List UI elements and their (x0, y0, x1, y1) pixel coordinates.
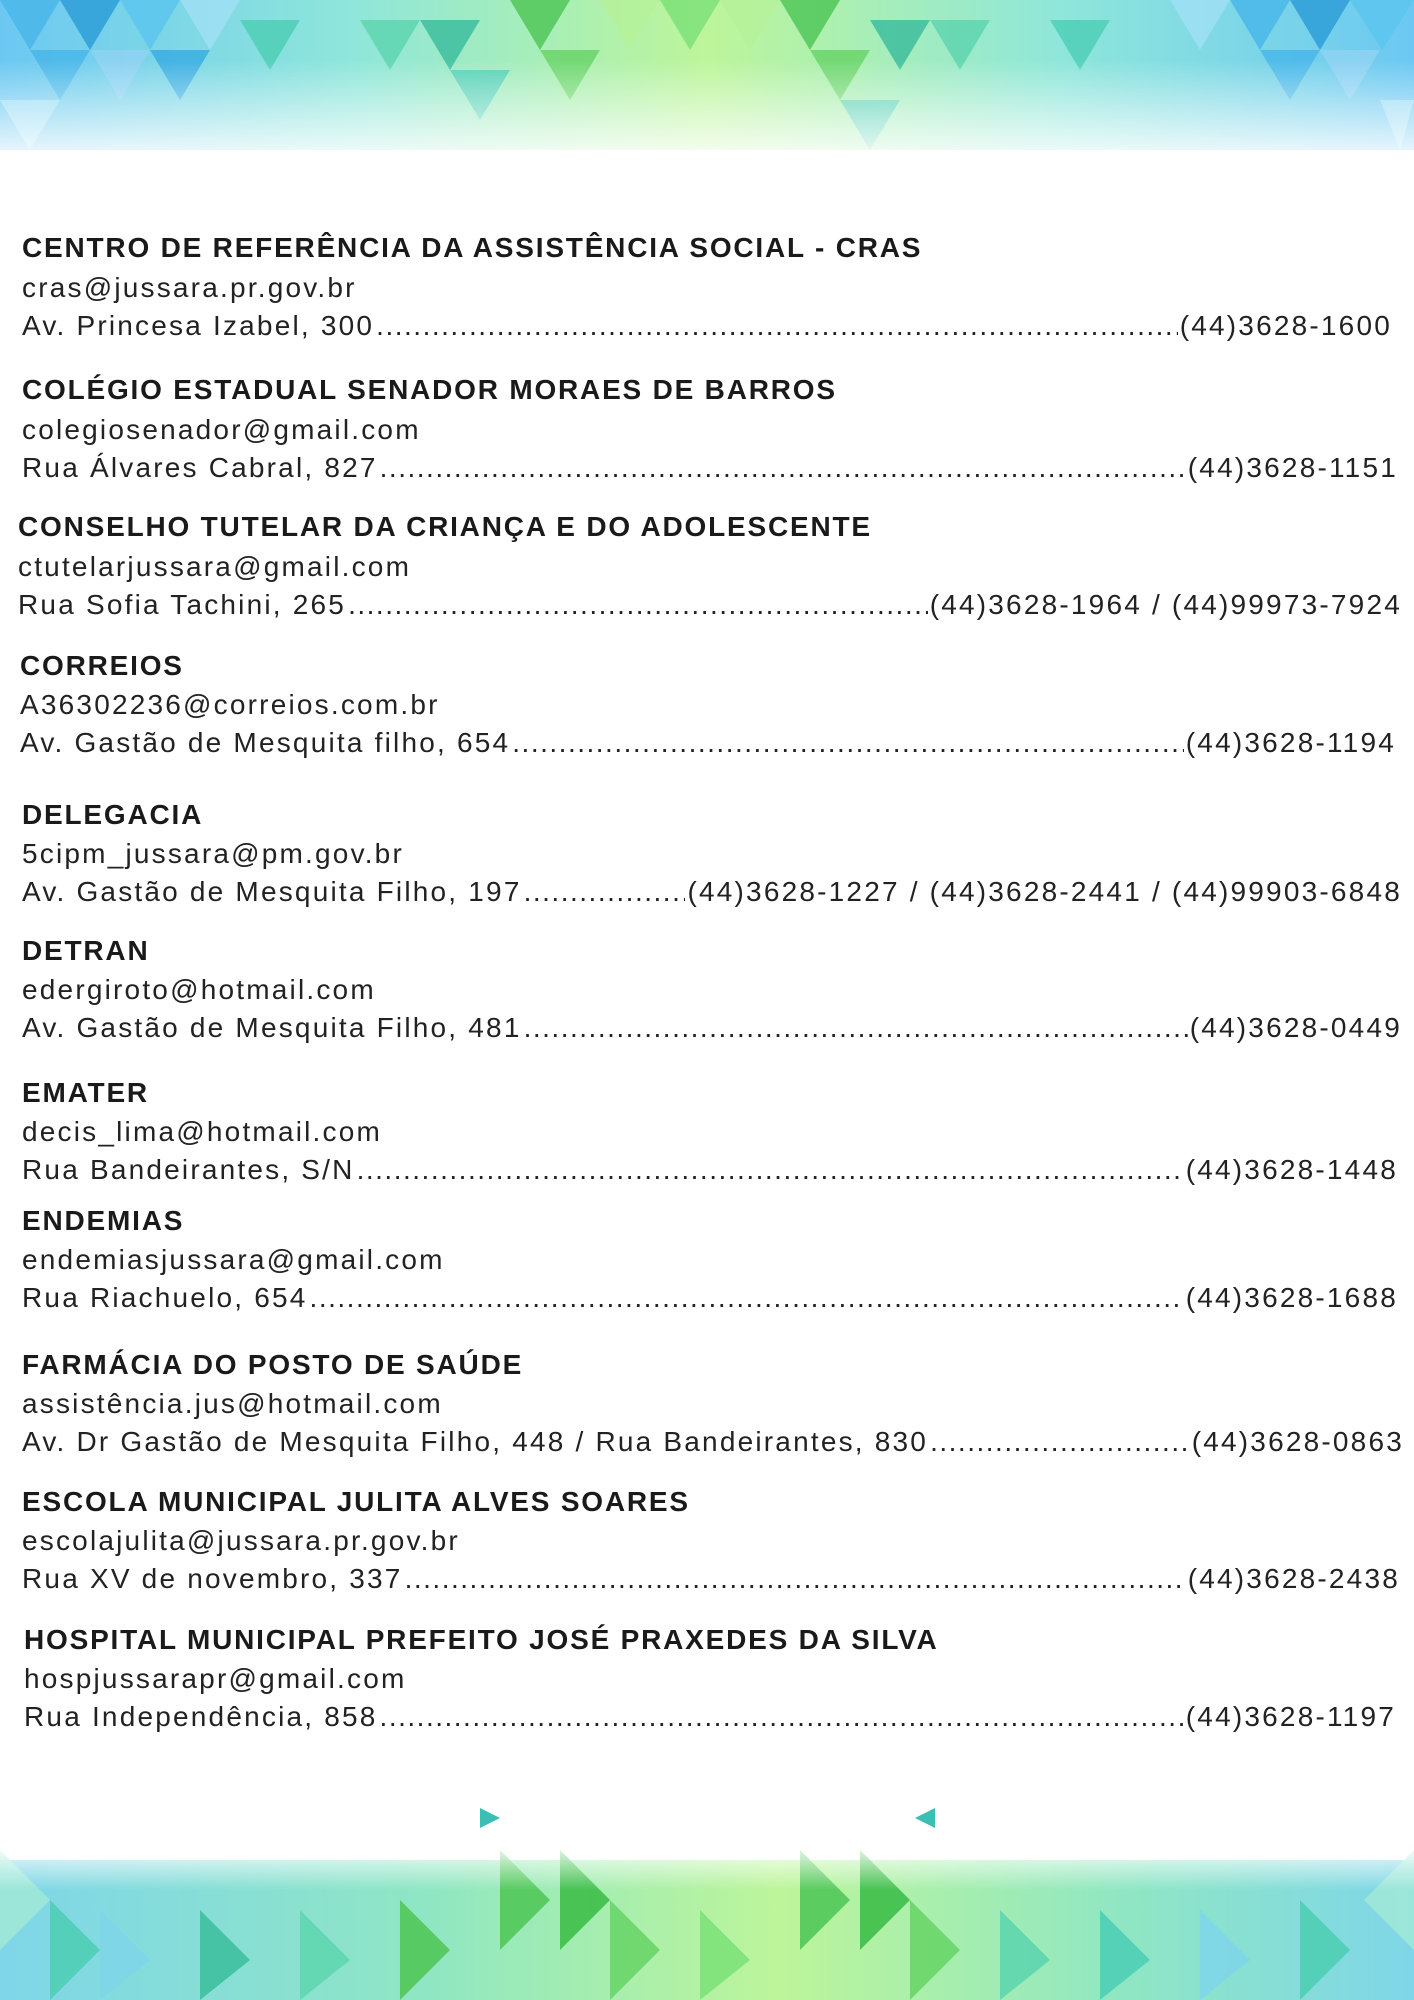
entry-email[interactable]: edergiroto@hotmail.com (22, 974, 376, 1005)
top-decorative-banner (0, 0, 1414, 170)
entry-email[interactable]: A36302236@correios.com.br (20, 689, 440, 720)
entry-address-line (18, 589, 1402, 625)
entry-name: CONSELHO TUTELAR DA CRIANÇA E DO ADOLESCENTE (18, 511, 872, 542)
entry-address: Rua Bandeirantes, S/N (22, 1154, 355, 1185)
entry-name: CENTRO DE REFERÊNCIA DA ASSISTÊNCIA SOCIAL - CRAS (22, 232, 923, 263)
entry-name: FARMÁCIA DO POSTO DE SAÚDE (22, 1349, 524, 1380)
entry-address: Av. Princesa Izabel, 300 (22, 310, 375, 341)
entry-phone: (44)3628-2438 (1187, 1563, 1400, 1594)
entry-address-line (22, 1282, 1398, 1318)
entry-phone: (44)3628-1194 (1185, 727, 1396, 758)
entry-name: CORREIOS (20, 650, 184, 681)
entry-address: Av. Gastão de Mesquita filho, 654 (20, 727, 511, 758)
dot-leader (930, 1426, 1190, 1458)
entry-address-line (22, 452, 1398, 488)
dot-leader (524, 1012, 1188, 1044)
entry-phone: (44)3628-1197 (1185, 1701, 1396, 1732)
entry-email[interactable]: assistência.jus@hotmail.com (22, 1388, 443, 1419)
entry-phone: (44)3628-1448 (1185, 1154, 1398, 1185)
entry-address-line (22, 1563, 1400, 1599)
entry-address-line (22, 1154, 1398, 1190)
bottom-decorative-banner (0, 1800, 1414, 2000)
dot-leader (405, 1563, 1186, 1595)
entry-name: DELEGACIA (22, 799, 204, 830)
entry-address: Rua XV de novembro, 337 (22, 1563, 403, 1594)
entry-address: Rua Álvares Cabral, 827 (22, 452, 378, 483)
dot-leader (380, 1701, 1184, 1733)
entry-address-line (20, 727, 1396, 763)
entry-email[interactable]: ctutelarjussara@gmail.com (18, 551, 412, 582)
entry-phone: (44)3628-1151 (1187, 452, 1398, 483)
entry-phone: (44)3628-1600 (1179, 310, 1392, 341)
entry-name: COLÉGIO ESTADUAL SENADOR MORAES DE BARROS (22, 374, 837, 405)
entry-email[interactable]: decis_lima@hotmail.com (22, 1116, 383, 1147)
entry-address-line (22, 310, 1392, 346)
entry-address: Av. Dr Gastão de Mesquita Filho, 448 / Rua Bandeirantes, 830 (22, 1426, 929, 1457)
entry-phone: (44)3628-1227 / (44)3628-2441 / (44)99903-6848 (687, 876, 1402, 907)
dot-leader (357, 1154, 1184, 1186)
entry-address: Av. Gastão de Mesquita Filho, 481 (22, 1012, 522, 1043)
dot-leader (376, 310, 1178, 342)
entry-phone: (44)3628-0863 (1191, 1426, 1404, 1457)
entry-address: Rua Sofia Tachini, 265 (18, 589, 347, 620)
entry-address-line (22, 1012, 1402, 1048)
entry-email[interactable]: cras@jussara.pr.gov.br (22, 272, 357, 303)
entry-email[interactable]: escolajulita@jussara.pr.gov.br (22, 1525, 460, 1556)
entry-phone: (44)3628-0449 (1189, 1012, 1402, 1043)
entry-email[interactable]: colegiosenador@gmail.com (22, 414, 421, 445)
dot-leader (310, 1282, 1184, 1314)
entry-phone: (44)3628-1964 / (44)99973-7924 (929, 589, 1402, 620)
dot-leader (380, 452, 1186, 484)
dot-leader (524, 876, 686, 908)
entry-address: Rua Riachuelo, 654 (22, 1282, 308, 1313)
entry-address: Av. Gastão de Mesquita Filho, 197 (22, 876, 522, 907)
dot-leader (512, 727, 1184, 759)
entry-address-line (22, 876, 1402, 912)
entry-email[interactable]: 5cipm_jussara@pm.gov.br (22, 838, 404, 869)
entry-name: ENDEMIAS (22, 1205, 185, 1236)
entry-email[interactable]: endemiasjussara@gmail.com (22, 1244, 445, 1275)
entry-address-line (22, 1426, 1404, 1462)
entry-email[interactable]: hospjussarapr@gmail.com (24, 1663, 407, 1694)
entry-name: DETRAN (22, 935, 150, 966)
entry-address-line (24, 1701, 1396, 1737)
entry-name: HOSPITAL MUNICIPAL PREFEITO JOSÉ PRAXEDES DA SILVA (24, 1624, 939, 1655)
entry-name: EMATER (22, 1077, 149, 1108)
dot-leader (348, 589, 928, 621)
entry-address: Rua Independência, 858 (24, 1701, 378, 1732)
entry-name: ESCOLA MUNICIPAL JULITA ALVES SOARES (22, 1486, 690, 1517)
entry-phone: (44)3628-1688 (1185, 1282, 1398, 1313)
